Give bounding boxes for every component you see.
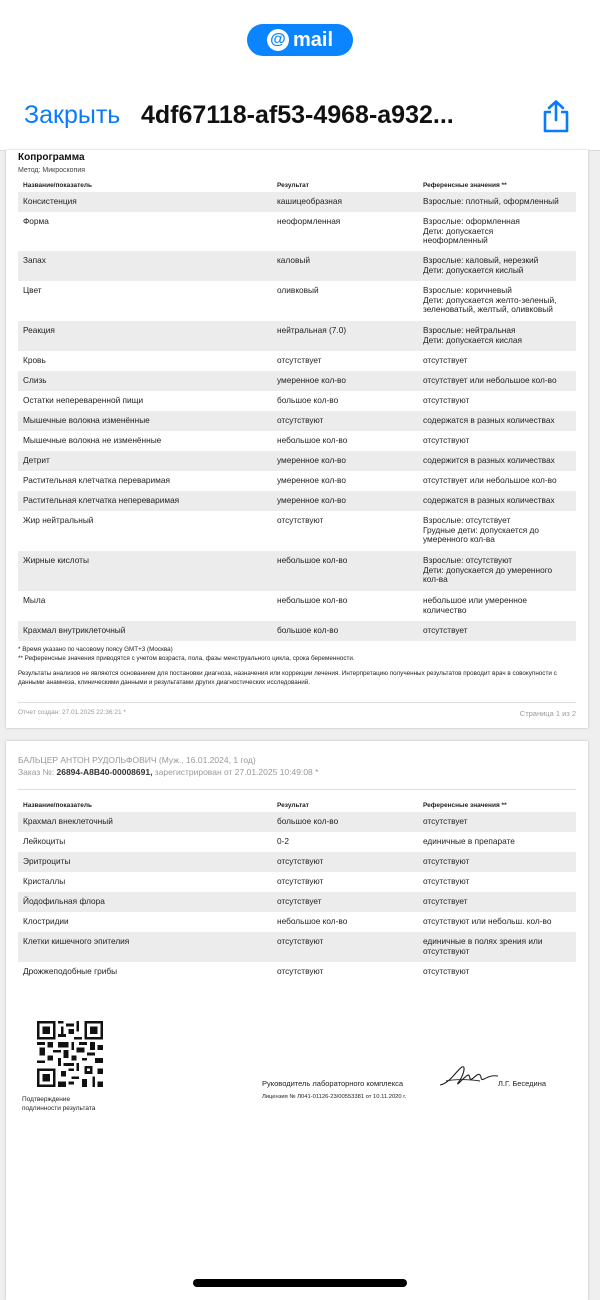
row-result: большое кол-во — [277, 816, 339, 826]
row-result: неоформленная — [277, 216, 341, 226]
report-created: Отчет создан: 27.01.2025 22:36:21 * — [18, 709, 126, 716]
page-number: Страница 1 из 2 — [519, 709, 576, 718]
table-row — [18, 591, 576, 621]
row-result: отсутствуют — [277, 876, 324, 886]
row-name: Дрожжеподобные грибы — [23, 966, 118, 976]
row-name: Слизь — [23, 375, 47, 385]
row-reference: отсутствует — [423, 625, 468, 635]
order-prefix: Заказ №: — [18, 767, 57, 777]
row-result: умеренное кол-во — [277, 495, 346, 505]
row-name: Запах — [23, 255, 46, 265]
row-result: небольшое кол-во — [277, 435, 348, 445]
row-reference: отсутствует или небольшое кол-во — [423, 475, 557, 485]
row-result: отсутствуют — [277, 515, 324, 525]
row-result: 0-2 — [277, 836, 289, 846]
row-name: Жир нейтральный — [23, 515, 94, 525]
table-row — [18, 962, 576, 982]
table-row — [18, 321, 576, 351]
row-name: Растительная клетчатка переваримая — [23, 475, 170, 485]
row-reference: единичные в полях зрения или отсутствуют — [423, 936, 543, 956]
row-reference: небольшое или умеренное количество — [423, 595, 528, 615]
row-result: умеренное кол-во — [277, 475, 346, 485]
table-row — [18, 192, 576, 212]
row-reference: отсутствует — [423, 896, 468, 906]
table-row — [18, 932, 576, 962]
table-row — [18, 371, 576, 391]
disclaimer: Результаты анализов не являются основанием для постановки диагноза, назначения или коррекции лечения. Интерпретацию полученных результатов проводит врач в совокупности с данными анамнеза, клиническими данными и результатами других диагностических исследований. — [18, 670, 557, 686]
table-row — [18, 351, 576, 371]
row-reference: содержатся в разных количествах — [423, 495, 555, 505]
row-name: Кровь — [23, 355, 46, 365]
row-reference: отсутствуют — [423, 435, 470, 445]
row-result: отсутствует — [277, 355, 322, 365]
row-result: умеренное кол-во — [277, 455, 346, 465]
row-reference: отсутствуют — [423, 856, 470, 866]
row-result: большое кол-во — [277, 625, 339, 635]
row-reference: содержатся в разных количествах — [423, 415, 555, 425]
table-row — [18, 251, 576, 281]
table-row — [18, 281, 576, 321]
footnote-reference: ** Референсные значения приводятся с учетом возраста, пола, фазы менструального цикла, срока беременности. — [18, 655, 355, 662]
row-name: Мышечные волокна изменённые — [23, 415, 150, 425]
row-name: Цвет — [23, 285, 42, 295]
table-row — [18, 451, 576, 471]
table-row — [18, 912, 576, 932]
row-result: отсутствуют — [277, 936, 324, 946]
table-row — [18, 551, 576, 591]
table-row — [18, 212, 576, 251]
row-reference: Взрослые: нейтральная Дети: допускается кислая — [423, 325, 522, 345]
row-reference: Взрослые: коричневый Дети: допускается желто-зеленый, зеленоватый, желтый, оливковый — [423, 285, 557, 314]
results-table-2 — [18, 800, 576, 982]
row-reference: отсутствует — [423, 816, 468, 826]
order-info — [18, 767, 318, 777]
row-result: каловый — [277, 255, 310, 265]
row-reference: отсутствуют или небольш. кол-во — [423, 916, 552, 926]
row-name: Крахмал внеклеточный — [23, 816, 113, 826]
row-name: Лейкоциты — [23, 836, 66, 846]
license-info: Лицензия № Л041-01126-23/00553381 от 10.11.2020 г. — [262, 1094, 407, 1100]
table-header — [18, 800, 576, 812]
verify-authenticity-label: Подтверждение подлинности результата — [22, 1096, 96, 1112]
document-page-1 — [6, 150, 588, 728]
row-reference: отсутствуют — [423, 876, 470, 886]
mail-logo — [247, 24, 353, 56]
column-header-reference: Референсные значения ** — [423, 182, 507, 189]
document-title: 4df67118-af53-4968-a932... — [141, 101, 454, 129]
column-header-reference: Референсные значения ** — [423, 802, 507, 809]
column-header-name: Название/показатель — [23, 802, 93, 809]
method-label: Метод: Микроскопия — [18, 167, 86, 174]
qr-code-icon — [37, 1021, 103, 1087]
table-row — [18, 621, 576, 641]
row-reference: отсутствуют — [423, 966, 470, 976]
table-row — [18, 511, 576, 551]
lab-head-title: Руководитель лабораторного комплекса — [262, 1079, 404, 1088]
close-button[interactable]: Закрыть — [24, 101, 121, 129]
row-result: умеренное кол-во — [277, 375, 346, 385]
row-result: небольшое кол-во — [277, 595, 348, 605]
row-reference: содержится в разных количествах — [423, 455, 555, 465]
row-reference: Взрослые: отсутствуют Дети: допускается до умеренного кол-ва — [423, 555, 553, 584]
row-name: Форма — [23, 216, 49, 226]
row-name: Остатки непереваренной пищи — [23, 395, 144, 405]
row-reference: отсутствует — [423, 355, 468, 365]
table-header — [18, 180, 576, 192]
patient-info: БАЛЬЦЕР АНТОН РУДОЛЬФОВИЧ (Муж., 16.01.2024, 1 год) — [18, 755, 256, 765]
footnote-timezone: * Время указано по часовому поясу GMT+3 (Москва) — [18, 646, 173, 653]
table-row — [18, 491, 576, 511]
document-page-2 — [6, 741, 588, 1300]
row-name: Жирные кислоты — [23, 555, 89, 565]
results-table-1 — [18, 180, 576, 641]
row-result: оливковый — [277, 285, 319, 295]
row-reference: отсутствует или небольшое кол-во — [423, 375, 557, 385]
signer-name: Л.Г. Беседина — [498, 1079, 547, 1088]
brand-label: mail — [292, 28, 334, 51]
row-name: Мыла — [23, 595, 46, 605]
row-result: отсутствуют — [277, 966, 324, 976]
row-name: Йодофильная флора — [23, 896, 105, 906]
order-number: 26894-A8B40-00008691, — [56, 767, 153, 777]
table-row — [18, 892, 576, 912]
row-reference: единичные в препарате — [423, 836, 515, 846]
footnotes — [18, 645, 578, 687]
column-header-result: Результат — [277, 802, 309, 809]
table-row — [18, 431, 576, 451]
row-reference: Взрослые: плотный, оформленный — [423, 196, 559, 206]
row-result: кашицеобразная — [277, 196, 342, 206]
section-title: Копрограмма — [18, 152, 85, 163]
divider — [18, 702, 576, 703]
table-row — [18, 832, 576, 852]
share-icon[interactable] — [538, 98, 574, 134]
row-name: Клетки кишечного эпителия — [23, 936, 130, 946]
row-result: отсутствуют — [277, 415, 324, 425]
table-row — [18, 471, 576, 491]
divider — [18, 789, 576, 790]
row-name: Крахмал внутриклеточный — [23, 625, 126, 635]
row-reference: отсутствуют — [423, 395, 470, 405]
table-row — [18, 852, 576, 872]
row-result: небольшое кол-во — [277, 916, 348, 926]
column-header-name: Название/показатель — [23, 182, 93, 189]
column-header-result: Результат — [277, 182, 309, 189]
signature-image — [436, 1063, 500, 1091]
row-result: нейтральная (7.0) — [277, 325, 347, 335]
row-name: Растительная клетчатка непереваримая — [23, 495, 180, 505]
row-name: Мышечные волокна не изменённые — [23, 435, 162, 445]
order-suffix: зарегистрирован от 27.01.2025 10:49:08 * — [152, 767, 319, 777]
row-name: Клостридии — [23, 916, 69, 926]
row-name: Эритроциты — [23, 856, 71, 866]
home-indicator[interactable] — [193, 1279, 407, 1287]
row-result: большое кол-во — [277, 395, 339, 405]
table-row — [18, 391, 576, 411]
row-name: Детрит — [23, 455, 50, 465]
row-name: Кристаллы — [23, 876, 66, 886]
row-result: отсутствует — [277, 896, 322, 906]
table-row — [18, 812, 576, 832]
table-row — [18, 872, 576, 892]
row-result: отсутствуют — [277, 856, 324, 866]
row-name: Реакция — [23, 325, 55, 335]
row-name: Консистенция — [23, 196, 77, 206]
row-reference: Взрослые: оформленная Дети: допускается неоформленный — [423, 216, 520, 245]
row-reference: Взрослые: отсутствует Грудные дети: допускается до умеренного кол-ва — [423, 515, 539, 544]
row-reference: Взрослые: каловый, нерезкий Дети: допускается кислый — [423, 255, 539, 275]
top-bar — [0, 0, 600, 151]
row-result: небольшое кол-во — [277, 555, 348, 565]
at-icon: @ — [267, 29, 289, 51]
table-row — [18, 411, 576, 431]
